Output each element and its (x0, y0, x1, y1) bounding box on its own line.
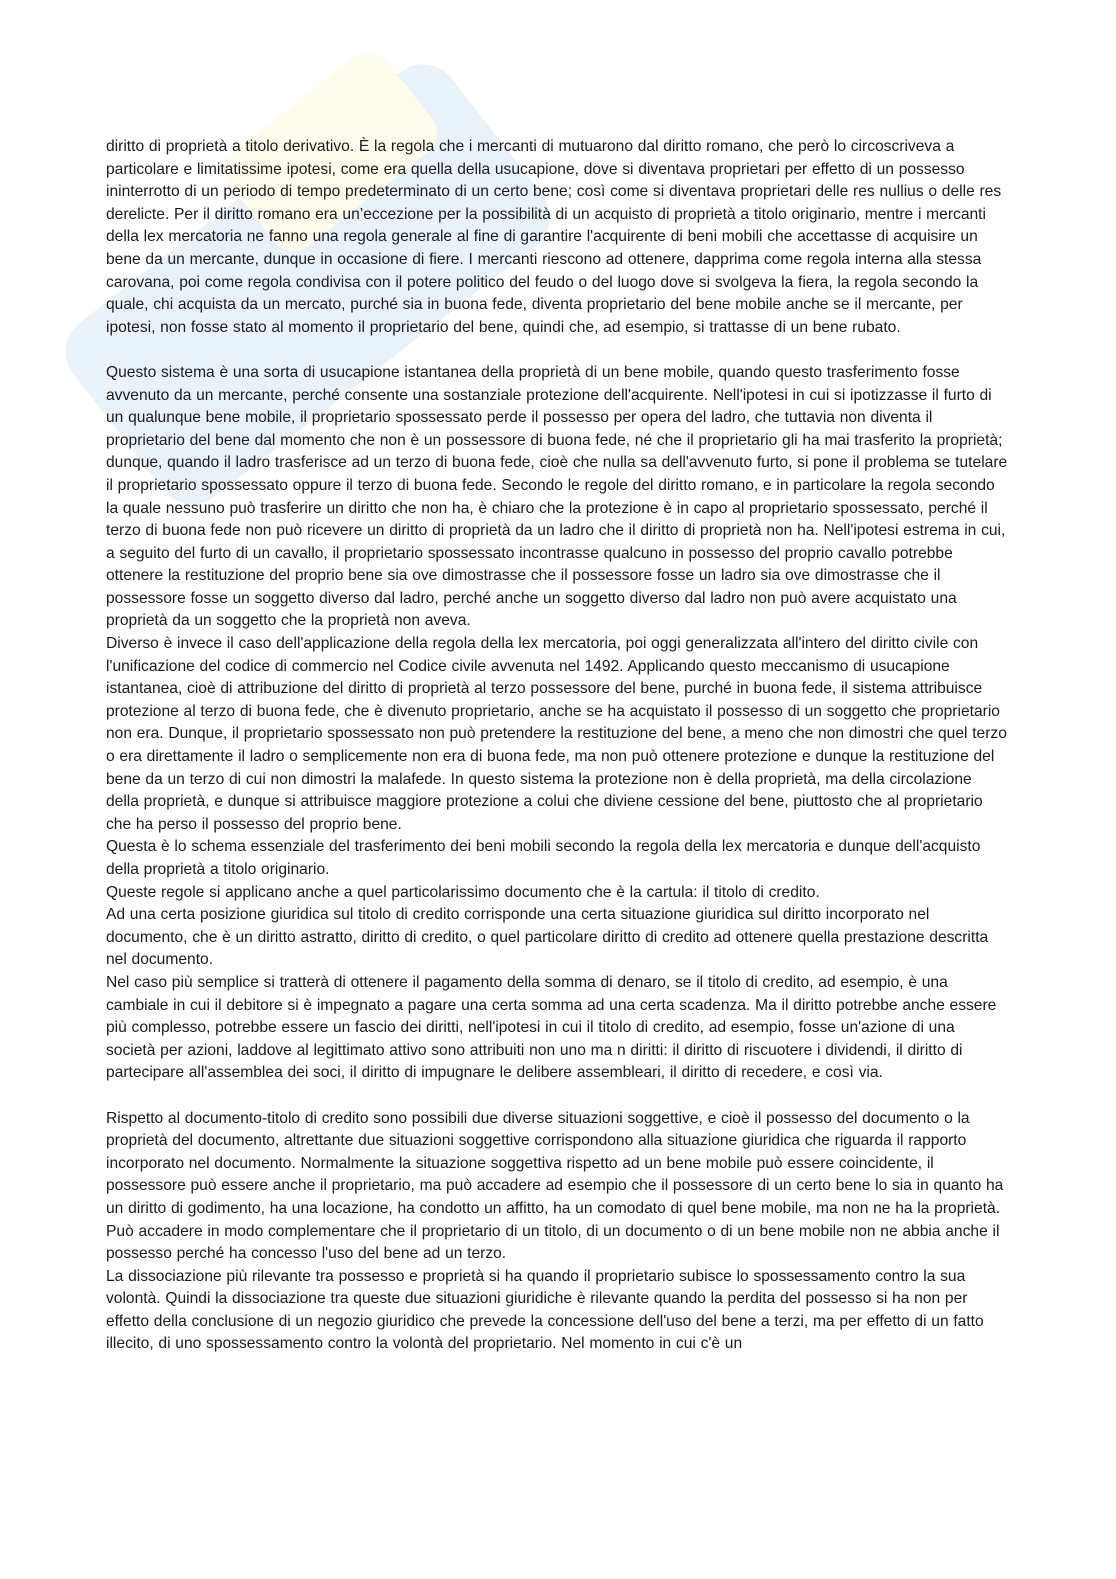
paragraph: Nel caso più semplice si tratterà di ottenere il pagamento della somma di denaro, se il titolo di credito, ad esempio, è una cambiale in cui il debitore si è impegnato a pagare una certa somma ad una certa scadenza. Ma il diritto potrebbe anche essere più complesso, potrebbe essere un fascio dei diritti, nell'ipotesi in cui il titolo di credito, ad esempio, fosse un'azione di una società per azioni, laddove al legittimato attivo sono attribuiti non uno ma n diritti: il diritto di riscuotere i dividendi, il diritto di partecipare all'assemblea dei soci, il diritto di impugnare le delibere assembleari, il diritto di recedere, e così via. (106, 973, 997, 1082)
paragraph: Ad una certa posizione giuridica sul titolo di credito corrisponde una certa situazione giuridica sul diritto incorporato nel documento, che è un diritto astratto, diritto di credito, o quel particolare diritto di credito ad ottenere quella prestazione descritta nel documento. (106, 906, 989, 969)
paragraph: Diverso è invece il caso dell'applicazione della regola della lex mercatoria, poi oggi generalizzata all'intero del diritto civile con l'unificazione del codice di commercio nel Codice civile avvenuta nel 1492. Applicando questo meccanismo di usucapione istantanea, cioè di attribuzione del diritto di proprietà al terzo possessore del bene, purché in buona fede, il sistema attribuisce protezione al terzo di buona fede, che è divenuto proprietario, anche se ha acquistato il possesso di un soggetto che proprietario non era. Dunque, il proprietario spossessato non può pretendere la restituzione del bene, a meno che non dimostri che quel terzo o era direttamente il ladro o semplicemente non era di buona fede, ma non può ottenere protezione e dunque la restituzione del bene da un terzo di cui non dimostri la malafede. In questo sistema la protezione non è della proprietà, ma della circolazione della proprietà, e dunque si attribuisce maggiore protezione a colui che diviene cessione del bene, piuttosto che al proprietario che ha perso il possesso del proprio bene. (106, 635, 1007, 833)
paragraph: Queste regole si applicano anche a quel particolarissimo documento che è la cartula: il titolo di credito. (106, 883, 820, 901)
paragraph: diritto di proprietà a titolo derivativo. È la regola che i mercanti di mutuarono dal diritto romano, che però lo circoscriveva a particolare e limitatissime ipotesi, come era quella della usucapione, dove si diventava proprietari per effetto di un possesso ininterrotto di un periodo di tempo predeterminato di un certo bene; così come si diventava proprietari delle res nullius o delle res derelicte. Per il diritto romano era un’eccezione per la possibilità di un acquisto di proprietà a titolo originario, mentre i mercanti della lex mercatoria ne fanno una regola generale al fine di garantire l'acquirente di beni mobili che accettasse di acquisire un bene da un mercante, dunque in occasione di fiere. I mercanti riescono ad ottenere, dapprima come regola interna alla stessa carovana, poi come regola condivisa con il potere politico del feudo o del luogo dove si svolgeva la fiera, la regola secondo la quale, chi acquista da un mercato, purché sia in buona fede, diventa proprietario del bene mobile anche se il mercante, per ipotesi, non fosse stato al momento il proprietario del bene, quindi che, ad esempio, si trattasse di un bene rubato. (106, 138, 1002, 336)
paragraph: Rispetto al documento-titolo di credito sono possibili due diverse situazioni soggettive, e cioè il possesso del documento o la proprietà del documento, altrettante due situazioni soggettive corrispondono alla situazione giuridica che riguarda il rapporto incorporato nel documento. Normalmente la situazione soggettiva rispetto ad un bene mobile può essere coincidente, il possessore può essere anche il proprietario, ma può accadere ad esempio che il possessore di un certo bene lo sia in quanto ha un diritto di godimento, ha una locazione, ha condotto un affitto, ha un comodato di quel bene mobile, ma non ne ha la proprietà. Può accadere in modo complementare che il proprietario di un titolo, di un documento o di un bene mobile non ne abbia anche il possesso perché ha concesso l'uso del bene ad un terzo. (106, 1109, 1004, 1263)
paragraph: Questa è lo schema essenziale del trasferimento dei beni mobili secondo la regola della lex mercatoria e dunque dell'acquisto della proprietà a titolo originario. (106, 838, 981, 878)
paragraph: Questo sistema è una sorta di usucapione istantanea della proprietà di un bene mobile, quando questo trasferimento fosse avvenuto da un mercante, perché consente una sostanziale protezione dell'acquirente. Nell'ipotesi in cui si ipotizzasse il furto di un qualunque bene mobile, il proprietario spossessato perde il possesso per opera del ladro, che tuttavia non diventa il proprietario del bene dal momento che non è un possessore di buona fede, né che il proprietario gli ha mai trasferito la proprietà; dunque, quando il ladro trasferisce ad un terzo di buona fede, cioè che nulla sa dell'avvenuto furto, si pone il problema se tutelare il proprietario spossessato oppure il terzo di buona fede. Secondo le regole del diritto romano, e in particolare la regola secondo la quale nessuno può trasferire un diritto che non ha, è chiaro che la protezione è in capo al proprietario spossessato, perché il terzo di buona fede non può ricevere un diritto di proprietà da un ladro che il diritto di proprietà non ha. Nell'ipotesi estrema in cui, a seguito del furto di un cavallo, il proprietario spossessato incontrasse qualcuno in possesso del proprio cavallo potrebbe ottenere la restituzione del proprio bene sia ove dimostrasse che il possessore fosse un ladro sia ove dimostrasse che il possessore fosse un soggetto diverso dal ladro, perché anche un soggetto diverso dal ladro non può avere acquistato una proprietà da un soggetto che la proprietà non aveva. (106, 363, 1008, 630)
document-body (106, 136, 1008, 1356)
paragraph: La dissociazione più rilevante tra possesso e proprietà si ha quando il proprietario subisce lo spossessamento contro la sua volontà. Quindi la dissociazione tra queste due situazioni giuridiche è rilevante quando la perdita del possesso si ha non per effetto della conclusione di un negozio giuridico che prevede la concessione dell'uso del bene a terzi, ma per effetto di un fatto illecito, di uno spossessamento contro la volontà del proprietario. Nel momento in cui c'è un (106, 1267, 984, 1353)
